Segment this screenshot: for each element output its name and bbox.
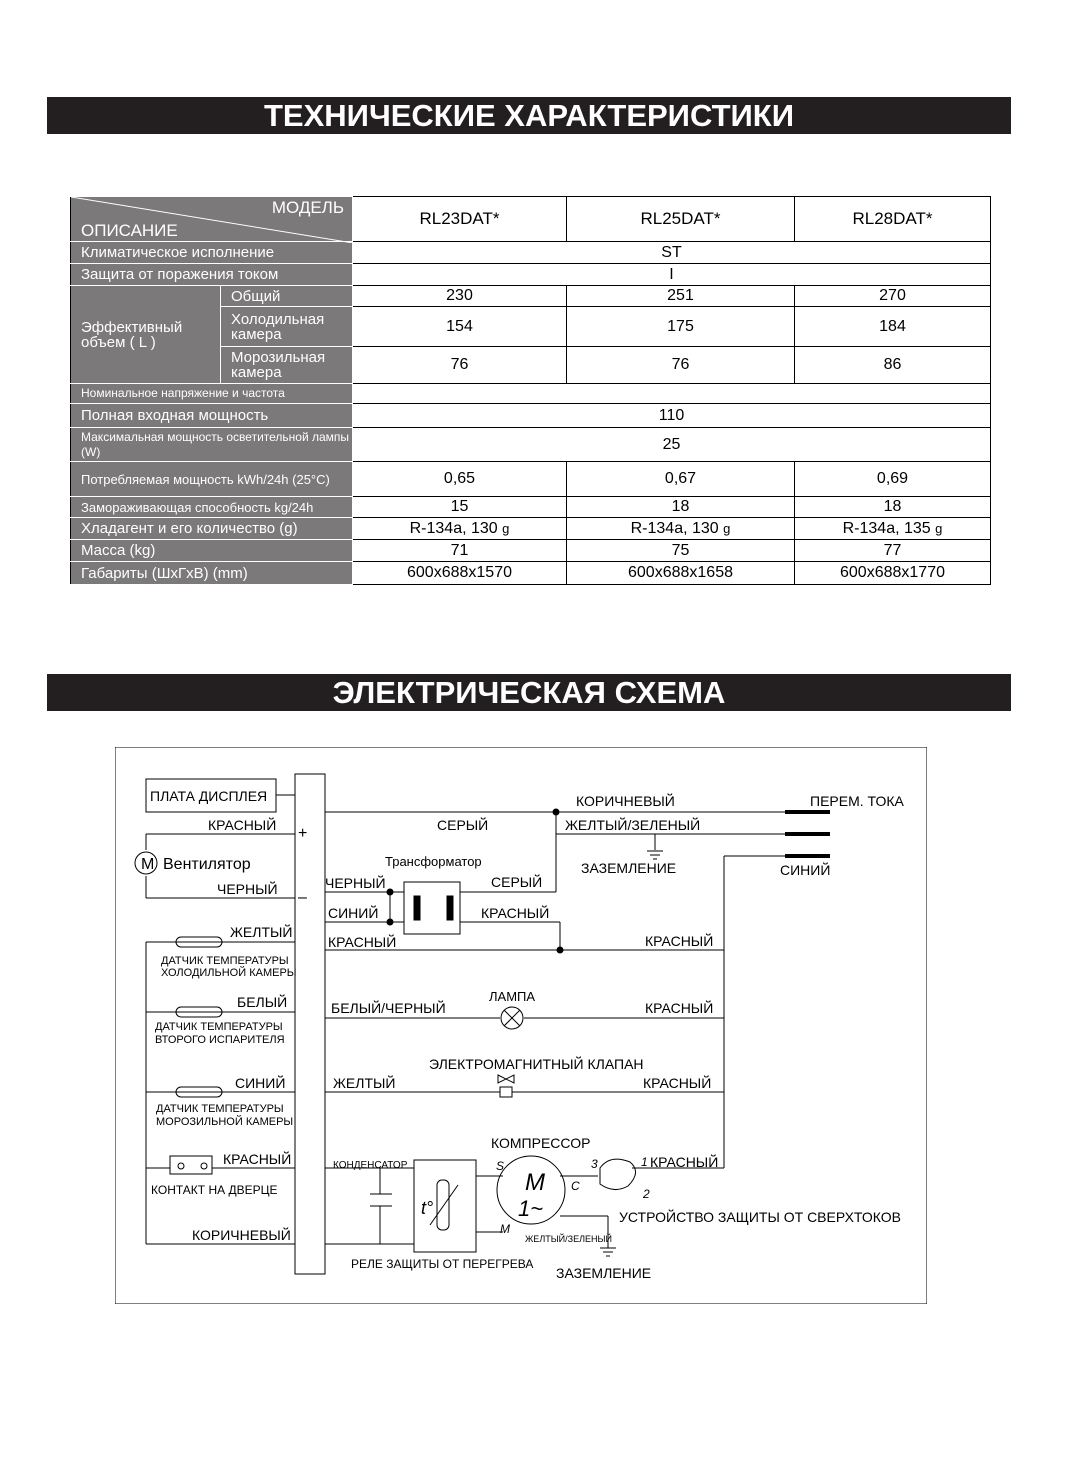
pin-3: 3 (591, 1157, 598, 1171)
freezing-1: 15 (353, 497, 567, 518)
label-door-contact: КОНТАКТ НА ДВЕРЦЕ (151, 1183, 278, 1197)
label-white-black: БЕЛЫЙ/ЧЕРНЫЙ (331, 1000, 446, 1016)
wiring-diagram (115, 747, 927, 1304)
fan-motor-symbol: M (141, 856, 155, 873)
label-white-sensor: БЕЛЫЙ (237, 994, 288, 1010)
label-red-tr: КРАСНЫЙ (481, 905, 550, 921)
freezing-3: 18 (795, 497, 991, 518)
table-row (71, 384, 991, 404)
mass-label: Масса (81, 542, 126, 559)
label-capacitor: КОНДЕНСАТОР (333, 1160, 408, 1171)
mass-unit: (kg) (129, 542, 156, 559)
freezing-cell (71, 497, 353, 518)
volume-freezer-3: 86 (795, 347, 991, 384)
label-overcurrent: УСТРОЙСТВО ЗАЩИТЫ ОТ СВЕРХТОКОВ (619, 1209, 901, 1225)
compressor-m-symbol: M (525, 1169, 545, 1196)
refrigerant-1: R-134a, 130 g (353, 518, 567, 540)
table-row (71, 404, 991, 428)
label-sensor-fridge-2: ХОЛОДИЛЬНОЙ КАМЕРЫ (161, 967, 297, 979)
label-minus: – (298, 889, 307, 906)
table-row (71, 264, 991, 286)
label-brown-top: КОРИЧНЕВЫЙ (576, 793, 675, 809)
consumption-cell (71, 462, 353, 497)
dimensions-cell (71, 562, 353, 585)
label-ground-bottom: ЗАЗЕМЛЕНИЕ (556, 1265, 652, 1281)
label-display-board: ПЛАТА ДИСПЛЕЯ (150, 788, 268, 804)
description-label: ОПИСАНИЕ (81, 221, 178, 240)
table-row (71, 540, 991, 562)
refrigerant-cell (71, 518, 353, 540)
label-solenoid: ЭЛЕКТРОМАГНИТНЫЙ КЛАПАН (429, 1056, 644, 1072)
freezing-unit: kg/24h (274, 499, 314, 515)
dimensions-3: 600x688x1770 (795, 562, 991, 585)
climate-value: ST (353, 242, 991, 264)
freezing-label: Замораживающая способность (81, 499, 271, 515)
dimensions-unit: (mm) (212, 564, 248, 582)
table-row (71, 518, 991, 540)
label-red-lamp: КРАСНЫЙ (645, 1000, 714, 1016)
volume-fridge-label: Холодильная камера (221, 307, 353, 347)
volume-total-label: Общий (221, 286, 353, 307)
header-corner (71, 197, 353, 242)
model-2: RL25DAT* (567, 197, 795, 242)
thermo-symbol: t° (421, 1198, 434, 1218)
label-plus: + (298, 825, 308, 842)
lamp-power-label: Максимальная мощность осветительной лампы (81, 429, 350, 444)
table-row (71, 428, 991, 462)
label-red-compressor: КРАСНЫЙ (650, 1154, 719, 1170)
refrigerant-unit: (g) (279, 520, 298, 537)
label-compressor: КОМПРЕССОР (491, 1135, 591, 1151)
label-black-tr: ЧЕРНЫЙ (325, 875, 386, 891)
mass-1: 71 (353, 540, 567, 562)
model-label: МОДЕЛЬ (271, 198, 344, 217)
volume-freezer-2: 76 (567, 347, 795, 384)
consumption-3: 0,69 (795, 462, 991, 497)
input-power-label: Полная входная мощность (71, 404, 353, 428)
label-yellow-green-small: ЖЕЛТЫЙ/ЗЕЛЕНЫЙ (525, 1234, 612, 1244)
refrigerant-3: R-134a, 135 g (795, 518, 991, 540)
label-ac: ПЕРЕМ. ТОКА (810, 793, 904, 809)
label-black-fan: ЧЕРНЫЙ (217, 881, 278, 897)
consumption-label: Потребляемая мощность (81, 471, 234, 487)
climate-label: Климатическое исполнение (71, 242, 353, 264)
label-brown-bottom: КОРИЧНЕВЫЙ (192, 1227, 291, 1243)
lamp-power-cell (71, 428, 353, 462)
overcurrent-device (600, 1159, 636, 1189)
table-row (71, 242, 991, 264)
volume-total-2: 251 (567, 286, 795, 307)
label-red-right: КРАСНЫЙ (645, 933, 714, 949)
label-red-fan: КРАСНЫЙ (208, 817, 277, 833)
input-power-value: 110 (353, 404, 991, 428)
protection-label: Защита от поражения током (71, 264, 353, 286)
table-row (71, 562, 991, 585)
label-red-solenoid: КРАСНЫЙ (643, 1075, 712, 1091)
label-sensor-evap-2: ВТОРОГО ИСПАРИТЕЛЯ (155, 1034, 285, 1046)
label-blue-right: СИНИЙ (780, 862, 831, 878)
pin-s: S (496, 1159, 505, 1173)
dimensions-2: 600x688x1658 (567, 562, 795, 585)
label-yellow-sensor: ЖЕЛТЫЙ (230, 924, 293, 940)
mass-2: 75 (567, 540, 795, 562)
mass-3: 77 (795, 540, 991, 562)
protection-value: I (353, 264, 991, 286)
label-yellow-solenoid: ЖЕЛТЫЙ (333, 1075, 396, 1091)
label-transformer: Трансформатор (385, 854, 482, 869)
label-blue-tr: СИНИЙ (328, 905, 379, 921)
label-grey-tr: СЕРЫЙ (491, 874, 543, 890)
label-red-door: КРАСНЫЙ (223, 1151, 292, 1167)
pin-2: 2 (643, 1187, 650, 1201)
volume-fridge-2: 175 (567, 307, 795, 347)
consumption-2: 0,67 (567, 462, 795, 497)
freezing-2: 18 (567, 497, 795, 518)
voltage-label: Номинальное напряжение и частота (71, 384, 353, 404)
label-lamp: ЛАМПА (489, 989, 536, 1004)
door-contact (170, 1156, 212, 1174)
label-sensor-freezer-1: ДАТЧИК ТЕМПЕРАТУРЫ (156, 1103, 284, 1115)
label-yellow-green: ЖЕЛТЫЙ/ЗЕЛЕНЫЙ (565, 817, 701, 833)
mass-cell (71, 540, 353, 562)
label-sensor-freezer-2: МОРОЗИЛЬНОЙ КАМЕРЫ (156, 1116, 294, 1128)
consumption-1: 0,65 (353, 462, 567, 497)
lamp-power-unit: (W) (81, 444, 101, 459)
solenoid-symbol (500, 1087, 512, 1097)
model-3: RL28DAT* (795, 197, 991, 242)
label-blue-sensor: СИНИЙ (235, 1075, 286, 1091)
consumption-unit: kWh/24h (25°C) (237, 471, 330, 487)
volume-label: Эффективный объем ( L ) (71, 286, 221, 384)
volume-total-1: 230 (353, 286, 567, 307)
pin-1: 1 (641, 1155, 648, 1169)
volume-freezer-1: 76 (353, 347, 567, 384)
pin-m: M (500, 1222, 510, 1236)
compressor-phase-symbol: 1~ (518, 1196, 544, 1221)
refrigerant-label: Хладагент и его количество (81, 520, 276, 537)
volume-freezer-label: Морозильная камера (221, 347, 353, 384)
voltage-value (353, 384, 991, 404)
refrigerant-2: R-134a, 130 g (567, 518, 795, 540)
volume-fridge-3: 184 (795, 307, 991, 347)
schema-title: ЭЛЕКТРИЧЕСКАЯ СХЕМА (47, 674, 1011, 711)
pin-c: C (571, 1179, 580, 1193)
terminal-block (295, 774, 325, 1274)
label-sensor-fridge-1: ДАТЧИК ТЕМПЕРАТУРЫ (161, 955, 289, 967)
table-row (71, 497, 991, 518)
model-1: RL23DAT* (353, 197, 567, 242)
table-row (71, 462, 991, 497)
specs-title: ТЕХНИЧЕСКИЕ ХАРАКТЕРИСТИКИ (47, 97, 1011, 134)
label-ground-top: ЗАЗЕМЛЕНИЕ (581, 860, 677, 876)
label-fan: Вентилятор (163, 856, 251, 873)
dimensions-1: 600x688x1570 (353, 562, 567, 585)
table-header-row (71, 197, 991, 242)
volume-total-3: 270 (795, 286, 991, 307)
spec-table (70, 196, 991, 585)
label-grey-top: СЕРЫЙ (437, 817, 489, 833)
table-row (71, 286, 991, 307)
label-sensor-evap-1: ДАТЧИК ТЕМПЕРАТУРЫ (155, 1021, 283, 1033)
label-red-left: КРАСНЫЙ (328, 934, 397, 950)
lamp-power-value: 25 (353, 428, 991, 462)
volume-fridge-1: 154 (353, 307, 567, 347)
label-overheat-relay: РЕЛЕ ЗАЩИТЫ ОТ ПЕРЕГРЕВА (351, 1257, 534, 1271)
dimensions-label: Габариты (ШхГхВ) (81, 564, 209, 582)
